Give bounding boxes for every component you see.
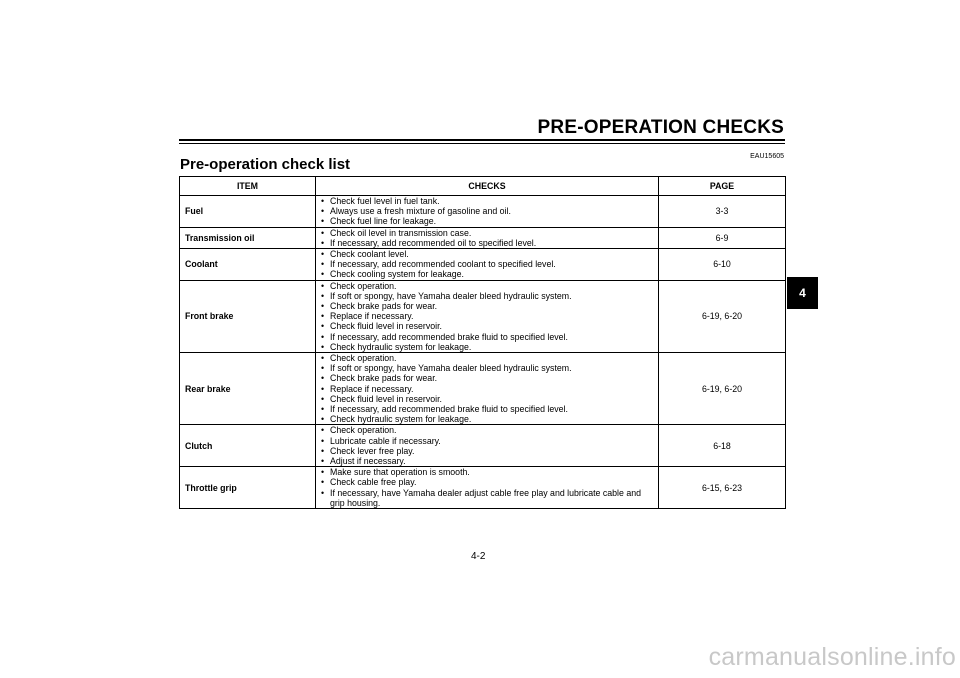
- table-row: [180, 280, 786, 352]
- check-item: • Check cable free play.: [321, 477, 653, 487]
- page-cell: 6-9: [659, 227, 786, 248]
- table-row: [180, 196, 786, 228]
- page-cell: 6-15, 6-23: [659, 467, 786, 509]
- table-row: [180, 425, 786, 467]
- table-row: [180, 467, 786, 509]
- checks-list: [321, 281, 653, 352]
- checks-list: [321, 467, 653, 508]
- check-item: • Check operation.: [321, 353, 653, 363]
- column-header-page: PAGE: [659, 177, 786, 196]
- table-row: [180, 353, 786, 425]
- checks-cell: [316, 196, 659, 228]
- column-header-item: ITEM: [180, 177, 316, 196]
- page-cell: 6-18: [659, 425, 786, 467]
- check-item: • Check brake pads for wear.: [321, 301, 653, 311]
- item-cell: Throttle grip: [180, 467, 316, 509]
- pre-operation-check-table: [179, 176, 786, 509]
- item-cell: Transmission oil: [180, 227, 316, 248]
- checks-cell: [316, 425, 659, 467]
- header-rule-thick: [179, 139, 785, 141]
- page-cell: 6-19, 6-20: [659, 353, 786, 425]
- column-header-checks: CHECKS: [316, 177, 659, 196]
- item-cell: Rear brake: [180, 353, 316, 425]
- section-title: Pre-operation check list: [180, 156, 351, 173]
- item-cell: Clutch: [180, 425, 316, 467]
- checks-list: [321, 249, 653, 280]
- table-row: [180, 227, 786, 248]
- check-item: • Make sure that operation is smooth.: [321, 467, 653, 477]
- check-item: • Check cooling system for leakage.: [321, 269, 653, 279]
- check-item: • Check oil level in transmission case.: [321, 228, 653, 238]
- page-cell: 6-19, 6-20: [659, 280, 786, 352]
- check-item: • Check fuel line for leakage.: [321, 216, 653, 226]
- check-item: • Check coolant level.: [321, 249, 653, 259]
- check-item: • If necessary, add recommended brake fluid to specified level.: [321, 404, 653, 414]
- check-item: • If necessary, add recommended oil to specified level.: [321, 238, 653, 248]
- checks-list: [321, 353, 653, 424]
- checks-cell: [316, 353, 659, 425]
- item-cell: Coolant: [180, 249, 316, 281]
- watermark: carmanualsonline.info: [708, 643, 956, 671]
- table-row: [180, 249, 786, 281]
- check-item: • Check fluid level in reservoir.: [321, 321, 653, 331]
- page-cell: 3-3: [659, 196, 786, 228]
- check-item: • If necessary, add recommended brake fluid to specified level.: [321, 332, 653, 342]
- checks-cell: [316, 467, 659, 509]
- table-header-row: [180, 177, 786, 196]
- check-item: • Replace if necessary.: [321, 311, 653, 321]
- check-item: • Check brake pads for wear.: [321, 373, 653, 383]
- checks-list: [321, 196, 653, 227]
- check-item: • Always use a fresh mixture of gasoline and oil.: [321, 206, 653, 216]
- check-item: • If soft or spongy, have Yamaha dealer bleed hydraulic system.: [321, 363, 653, 373]
- page-cell: 6-10: [659, 249, 786, 281]
- checks-cell: [316, 227, 659, 248]
- checks-cell: [316, 249, 659, 281]
- page-header-title: PRE-OPERATION CHECKS: [537, 117, 784, 138]
- check-item: • If necessary, add recommended coolant to specified level.: [321, 259, 653, 269]
- page-number: 4-2: [471, 551, 486, 562]
- checks-list: [321, 228, 653, 248]
- check-item: • Adjust if necessary.: [321, 456, 653, 466]
- check-item: • If soft or spongy, have Yamaha dealer bleed hydraulic system.: [321, 291, 653, 301]
- table-body: [180, 196, 786, 509]
- check-item: • Check lever free play.: [321, 446, 653, 456]
- check-item: • If necessary, have Yamaha dealer adjust cable free play and lubricate cable and grip housing.: [321, 488, 653, 508]
- check-item: • Check operation.: [321, 281, 653, 291]
- check-item: • Check hydraulic system for leakage.: [321, 342, 653, 352]
- item-cell: Fuel: [180, 196, 316, 228]
- check-item: • Check fluid level in reservoir.: [321, 394, 653, 404]
- chapter-tab: 4: [787, 277, 818, 309]
- checks-cell: [316, 280, 659, 352]
- check-item: • Check operation.: [321, 425, 653, 435]
- header-rule-thin: [179, 143, 785, 144]
- check-item: • Check fuel level in fuel tank.: [321, 196, 653, 206]
- check-item: • Lubricate cable if necessary.: [321, 436, 653, 446]
- checks-list: [321, 425, 653, 466]
- item-cell: Front brake: [180, 280, 316, 352]
- document-code: EAU15605: [750, 153, 784, 160]
- check-item: • Check hydraulic system for leakage.: [321, 414, 653, 424]
- check-item: • Replace if necessary.: [321, 384, 653, 394]
